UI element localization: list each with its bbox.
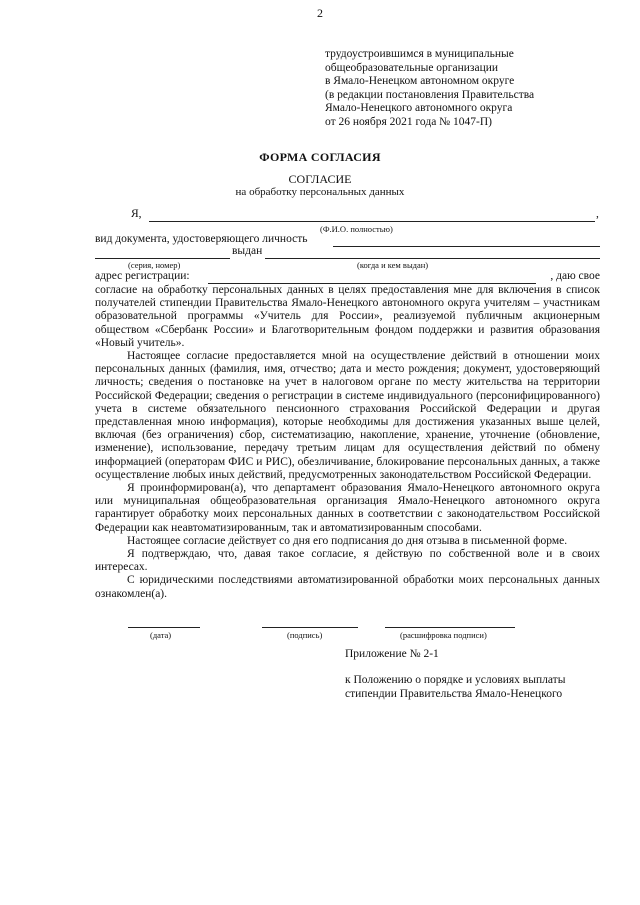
- paragraph-acknowledge: С юридическими последствиями автоматизированной обработки моих персональных данных ознакомлен(а).: [95, 574, 600, 600]
- doc-type-field[interactable]: [333, 246, 600, 247]
- fio-field[interactable]: [149, 221, 595, 222]
- page-number: 2: [317, 6, 323, 20]
- consent-subtitle: на обработку персональных данных: [235, 186, 405, 198]
- header-line: в Ямало-Ненецком автономном округе: [325, 75, 515, 88]
- i-label: Я,: [131, 208, 142, 220]
- consent-body: [95, 284, 600, 601]
- consent-title: СОГЛАСИЕ: [288, 172, 352, 186]
- fio-comma: ,: [596, 208, 599, 220]
- signature-field[interactable]: [262, 627, 358, 628]
- form-title: ФОРМА СОГЛАСИЯ: [259, 150, 381, 164]
- paragraph-validity: Настоящее согласие действует со дня его подписания до дня отзыва в письменной форме.: [127, 534, 568, 547]
- header-line: от 26 ноября 2021 года № 1047-П): [325, 115, 492, 128]
- appendix-title: Приложение № 2-1: [345, 648, 439, 660]
- series-caption: (серия, номер): [128, 260, 181, 270]
- series-number-field[interactable]: [95, 258, 230, 259]
- appendix-reference: [345, 674, 615, 701]
- address-label: адрес регистрации:: [95, 270, 190, 282]
- header-line: общеобразовательные организации: [325, 61, 499, 74]
- paragraph-informed: Я проинформирован(а), что департамент образования Ямало-Ненецкого автономного округа или муниципальная общеобразовательная организация Ямало-Ненецкого автономного округа гарантирует обработку моих персональных данных в соответствии с законодательством Российской Федерации как неавтоматизированным, так и автоматизированным способами.: [95, 482, 600, 534]
- paragraph-free-will: Я подтверждаю, что, давая такое согласие, я действую по собственной воле и в своих интересах.: [95, 548, 600, 574]
- paragraph-purpose: согласие на обработку персональных данных в целях предоставления мне для включения в список получателей стипендии Правительства Ямало-Ненецкого автономного округа учителям – участникам образовательной программы «Учитель для России», реализуемой публичным акционерным обществом «Сбербанк России» и Благотворительным фондом поддержки и развития образования «Новый учитель».: [95, 284, 600, 349]
- appendix-line: к Положению о порядке и условиях выплаты: [345, 674, 566, 686]
- paragraph-scope: Настоящее согласие предоставляется мной на осуществление действий в отношении моих персональных данных (фамилия, имя, отчество; дата и место рождения; документ, удостоверяющий личность; сведения о постановке на учет в налоговом органе по месту жительства на территории Российской Федерации; сведения о регистрации в системе индивидуального (персонифицированного) учета в системе обязательного пенсионного страхования Российской Федерации и другая представленная мною информация), которые необходимы для достижения указанных выше целей, включая (без ограничения) сбор, систематизацию, накопление, хранение, уточнение (обновление, изменение), использование, передачу третьим лицам для осуществления действий по обмену информацией (операторам ФИС и РИС), обезличивание, блокирование персональных данных, а также осуществление любых иных действий, предусмотренных законодательством Российской Федерации.: [95, 350, 600, 481]
- header-line: (в редакции постановления Правительства: [325, 88, 535, 101]
- header-reference-block: [325, 48, 615, 130]
- issued-by-field[interactable]: [265, 258, 600, 259]
- date-field[interactable]: [128, 627, 200, 628]
- fio-caption: (Ф.И.О. полностью): [320, 224, 393, 234]
- transcript-caption: (расшифровка подписи): [400, 630, 487, 640]
- issued-label: выдан: [232, 245, 263, 257]
- issued-caption: (когда и кем выдан): [357, 260, 429, 270]
- header-line: трудоустроившимся в муниципальные: [325, 48, 514, 60]
- doc-label: вид документа, удостоверяющего личность: [95, 233, 308, 245]
- date-caption: (дата): [150, 630, 172, 640]
- transcript-field[interactable]: [385, 627, 515, 628]
- address-tail: , даю свое: [550, 270, 600, 282]
- signature-caption: (подпись): [287, 630, 323, 640]
- header-line: Ямало-Ненецкого автономного округа: [325, 102, 513, 115]
- appendix-line: стипендии Правительства Ямало-Ненецкого: [345, 687, 563, 700]
